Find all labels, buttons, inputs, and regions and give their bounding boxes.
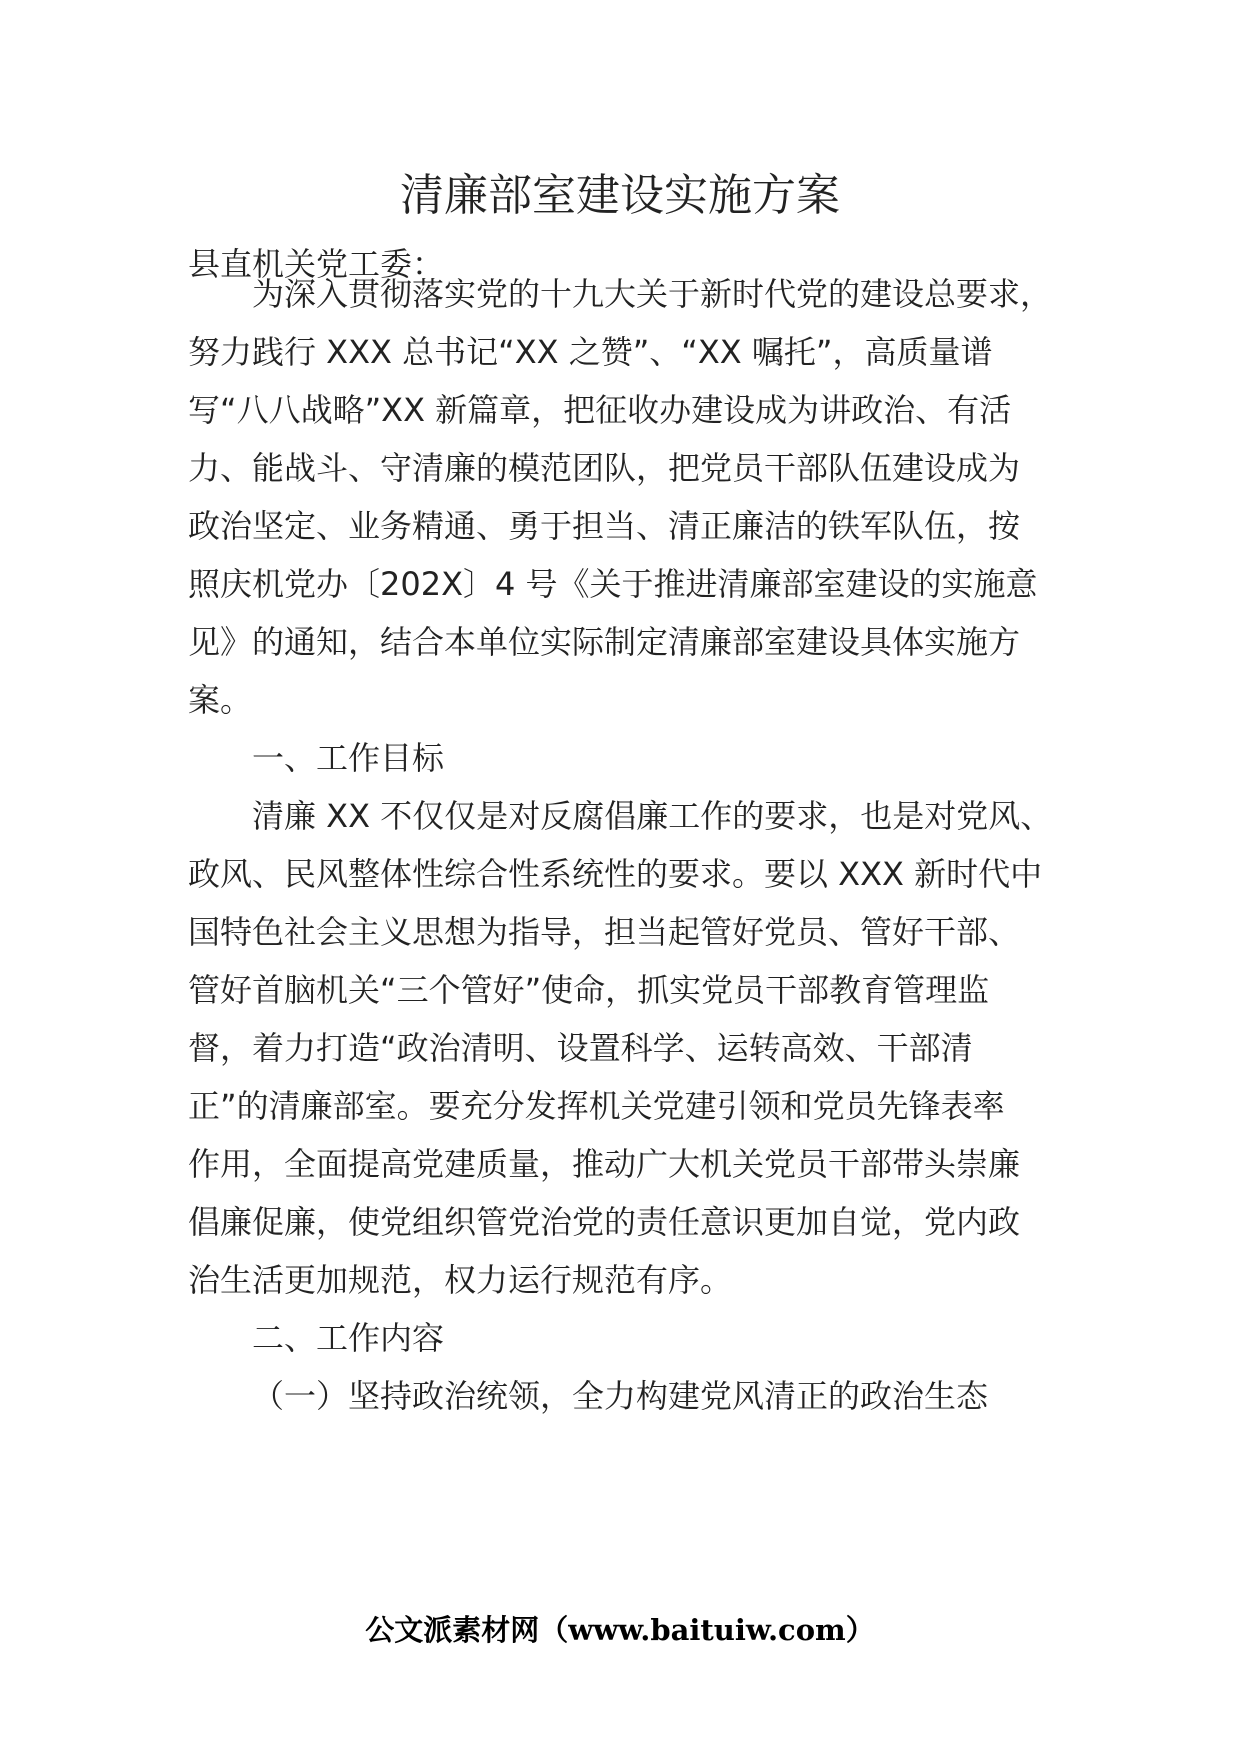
body-line: 为深入贯彻落实党的十九大关于新时代党的建设总要求， bbox=[252, 275, 1053, 313]
body-line: 作用，全面提高党建质量，推动广大机关党员干部带头崇廉 bbox=[188, 1145, 1021, 1183]
body-line: 力、能战斗、守清廉的模范团队，把党员干部队伍建设成为 bbox=[188, 449, 1021, 487]
body-line: 见》的通知，结合本单位实际制定清廉部室建设具体实施方 bbox=[188, 623, 1021, 661]
body-line: 政风、民风整体性综合性系统性的要求。要以 XXX 新时代中 bbox=[188, 855, 1043, 893]
body-line: 倡廉促廉，使党组织管党治党的责任意识更加自觉，党内政 bbox=[188, 1203, 1021, 1241]
body-line: 督，着力打造“政治清明、设置科学、运转高效、干部清 bbox=[188, 1029, 973, 1067]
body-line: 写“八八战略”XX 新篇章，把征收办建设成为讲政治、有活 bbox=[188, 391, 1012, 429]
body-line: 清廉 XX 不仅仅是对反腐倡廉工作的要求，也是对党风、 bbox=[252, 797, 1053, 835]
body-line: 正”的清廉部室。要充分发挥机关党建引领和党员先锋表率 bbox=[188, 1087, 1005, 1125]
subsection-heading: （一）坚持政治统领，全力构建党风清正的政治生态 bbox=[252, 1377, 989, 1415]
body-line: 努力践行 XXX 总书记“XX 之赞”、“XX 嘱托”，高质量谱 bbox=[188, 333, 993, 371]
body-line: 治生活更加规范，权力运行规范有序。 bbox=[188, 1261, 733, 1299]
body-line: 管好首脑机关“三个管好”使命，抓实党员干部教育管理监 bbox=[188, 971, 990, 1009]
body-line: 照庆机党办〔202X〕4 号《关于推进清廉部室建设的实施意 bbox=[188, 565, 1038, 603]
body-line: 政治坚定、业务精通、勇于担当、清正廉洁的铁军队伍，按 bbox=[188, 507, 1021, 545]
document-title: 清廉部室建设实施方案 bbox=[400, 170, 840, 221]
section-heading: 一、工作目标 bbox=[252, 739, 445, 777]
body-line: 案。 bbox=[188, 681, 253, 719]
footer-watermark: 公文派素材网（www.baituiw.com） bbox=[365, 1613, 875, 1647]
body-line: 国特色社会主义思想为指导，担当起管好党员、管好干部、 bbox=[188, 913, 1021, 951]
section-heading: 二、工作内容 bbox=[252, 1319, 445, 1357]
salutation: 县直机关党工委： bbox=[188, 245, 445, 283]
